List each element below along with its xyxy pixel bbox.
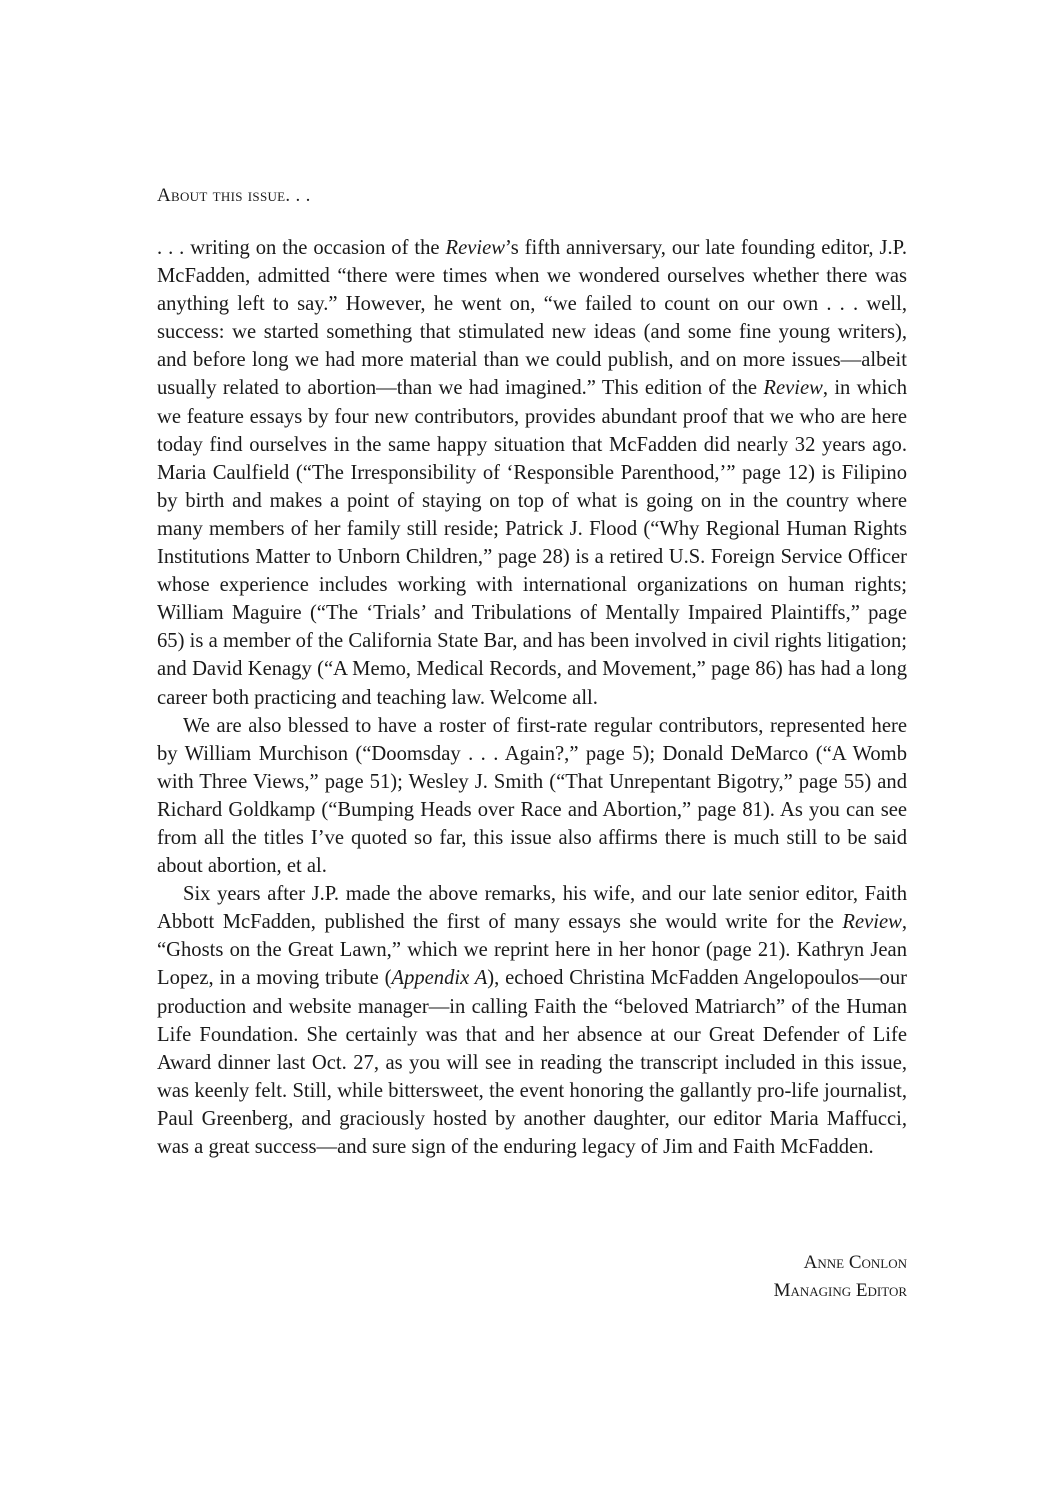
text-run: ), echoed Christina McFadden Angelopoulos—our production and website manager—in calling Faith the “beloved Matriarch” of the Human Life Foundation. She certainly was that and her absence at our Great Defender of Life Award dinner last Oct. 27, as you will see in reading the transcript included in this issue, was keenly felt. Still, while bittersweet, the event honoring the gallantly pro-life journalist, Paul Greenberg, and graciously hosted by another daughter, our editor Maria Maffucci, was a great success—and sure sign of the enduring legacy of Jim and Faith McFadden.: [157, 967, 907, 1158]
section-heading: About this issue. . .: [157, 185, 311, 206]
italic-text-run: Review: [842, 911, 902, 934]
signature-block: [557, 1249, 907, 1305]
text-run: ’s fifth anniversary, our late founding editor, J.P. McFadden, admitted “there were times when we wondered ourselves whether there was anything left to say.” However, he went on, “we failed to count on our own . . . well, success: we started something that stimulated new ideas (and some fine young writers), and before long we had more material than we could publish, and on more issues—albeit usually related to abortion—than we had imagined.” This edition of the: [157, 237, 907, 400]
paragraph-3: [157, 880, 907, 1161]
paragraph-1: [157, 234, 907, 712]
signature-title: Managing Editor: [773, 1280, 907, 1301]
text-run: , in which we feature essays by four new contributors, provides abundant proof that we who are here today find ourselves in the same happy situation that McFadden did nearly 32 years ago. Maria Caulfield (“The Irresponsibility of ‘Responsible Parenthood,’” page 12) is Filipino by birth and makes a point of staying on top of what is going on in the country where many members of her family still reside; Patrick J. Flood (“Why Regional Human Rights Institutions Matter to Unborn Children,” page 28) is a retired U.S. Foreign Service Officer whose experience includes working with international organizations on human rights; William Maguire (“The ‘Trials’ and Tribulations of Mentally Impaired Plaintiffs,” page 65) is a member of the California State Bar, and has been involved in civil rights litigation; and David Kenagy (“A Memo, Medical Records, and Movement,” page 86) has had a long career both practicing and teaching law. Welcome all.: [157, 377, 907, 709]
signature-name: Anne Conlon: [803, 1252, 907, 1273]
paragraph-2: [157, 712, 907, 881]
article-body: [157, 234, 907, 1161]
text-run: , “Ghosts on the Great Lawn,” which we reprint here in her honor (page 21). Kathryn Jean Lopez, in a moving tribute (: [157, 911, 907, 990]
text-run: Six years after J.P. made the above remarks, his wife, and our late senior editor, Faith Abbott McFadden, published the first of many essays she would write for the: [157, 883, 907, 934]
italic-text-run: Appendix A: [391, 967, 488, 990]
italic-text-run: Review: [763, 377, 823, 400]
text-run: We are also blessed to have a roster of first-rate regular contributors, represented here by William Murchison (“Doomsday . . . Again?,” page 5); Donald DeMarco (“A Womb with Three Views,” page 51); Wesley J. Smith (“That Unrepentant Bigotry,” page 55) and Richard Goldkamp (“Bumping Heads over Race and Abortion,” page 81). As you can see from all the titles I’ve quoted so far, this issue also affirms there is much still to be said about abortion, et al.: [157, 714, 907, 878]
italic-text-run: Review: [445, 237, 505, 259]
text-run: . . . writing on the occasion of the: [157, 237, 446, 259]
